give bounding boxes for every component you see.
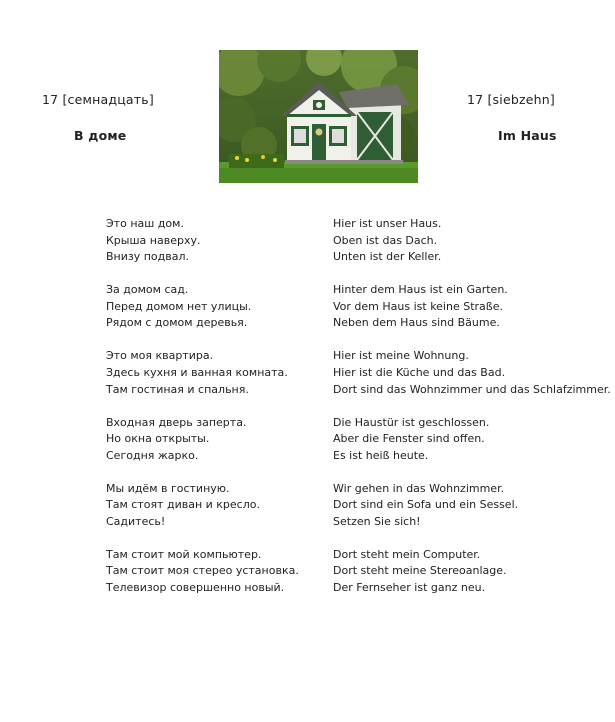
lesson-title-ru: В доме — [74, 128, 127, 143]
de-sentence: Der Fernseher ist ganz neu. — [333, 581, 486, 595]
de-sentence: Oben ist das Dach. — [333, 233, 438, 247]
de-sentence: Wir gehen in das Wohnzimmer. — [333, 481, 505, 495]
de-sentence: Aber die Fenster sind offen. — [333, 432, 485, 446]
lesson-title-de: Im Haus — [498, 128, 557, 143]
lesson-number-ru: 17 [семнадцать] — [42, 92, 154, 107]
de-sentence: Setzen Sie sich! — [333, 514, 421, 528]
ru-sentence: За домом сад. — [106, 283, 189, 297]
ru-sentence: Это моя квартира. — [106, 349, 214, 363]
de-sentence: Hier ist unser Haus. — [333, 217, 442, 230]
ru-sentence: Там стоит мой компьютер. — [106, 547, 262, 561]
text-group — [333, 348, 613, 398]
text-group — [106, 348, 321, 398]
ru-sentence: Садитесь! — [106, 514, 166, 528]
text-group — [333, 481, 613, 531]
de-sentence: Dort sind das Wohnzimmer und das Schlafzimmer. — [333, 382, 611, 396]
text-group — [333, 547, 613, 597]
ru-sentence: Там гостиная и спальня. — [106, 382, 249, 396]
de-sentence: Unten ist der Keller. — [333, 250, 442, 264]
ru-sentence: Там стоит моя стерео установка. — [106, 564, 299, 578]
text-group — [106, 415, 321, 465]
ru-sentence: Это наш дом. — [106, 217, 184, 230]
ru-sentence: Здесь кухня и ванная комната. — [106, 365, 288, 379]
de-sentence: Hier ist die Küche und das Bad. — [333, 365, 506, 379]
de-sentence: Hinter dem Haus ist ein Garten. — [333, 283, 508, 297]
de-sentence: Dort sind ein Sofa und ein Sessel. — [333, 498, 519, 512]
ru-sentence: Входная дверь заперта. — [106, 415, 247, 429]
de-sentence: Hier ist meine Wohnung. — [333, 349, 469, 363]
de-sentence: Dort steht meine Stereoanlage. — [333, 564, 507, 578]
ru-sentence: Мы идём в гостиную. — [106, 481, 230, 495]
ru-sentence: Но окна открыты. — [106, 432, 210, 446]
de-sentence: Die Haustür ist geschlossen. — [333, 415, 490, 429]
house-photo — [219, 50, 418, 183]
text-group — [333, 415, 613, 465]
de-sentence: Es ist heiß heute. — [333, 448, 429, 462]
text-group — [106, 216, 321, 266]
ru-sentence: Там стоят диван и кресло. — [106, 498, 260, 512]
russian-text-column — [106, 216, 321, 613]
text-group — [333, 216, 613, 266]
german-text-column — [333, 216, 613, 613]
de-sentence: Vor dem Haus ist keine Straße. — [333, 299, 503, 313]
text-group — [106, 481, 321, 531]
ru-sentence: Внизу подвал. — [106, 250, 190, 264]
text-group — [106, 547, 321, 597]
de-sentence: Dort steht mein Computer. — [333, 547, 481, 561]
ru-sentence: Крыша наверху. — [106, 233, 201, 247]
ru-sentence: Перед домом нет улицы. — [106, 299, 252, 313]
de-sentence: Neben dem Haus sind Bäume. — [333, 316, 500, 330]
lesson-number-de: 17 [siebzehn] — [467, 92, 555, 107]
ru-sentence: Сегодня жарко. — [106, 448, 199, 462]
ru-sentence: Рядом с домом деревья. — [106, 316, 248, 330]
text-group — [333, 282, 613, 332]
ru-sentence: Телевизор совершенно новый. — [106, 581, 285, 595]
text-group — [106, 282, 321, 332]
